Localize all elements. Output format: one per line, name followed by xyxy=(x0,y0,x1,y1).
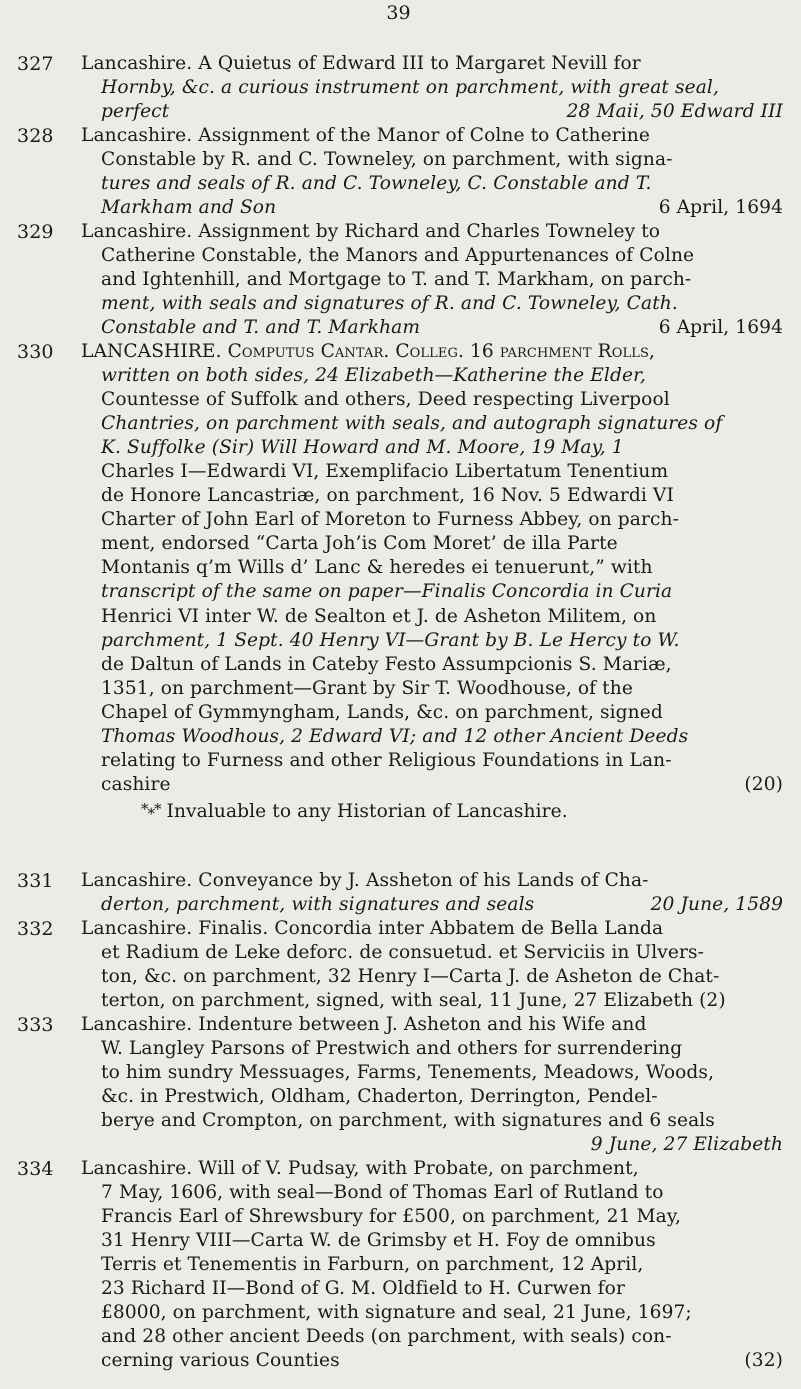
lot-line: £8000, on parchment, with signature and seal, 21 June, 1697; xyxy=(101,1302,692,1324)
lot-date: 28 Maii, 50 Edward III xyxy=(566,101,783,123)
lot-line: Charles I—Edwardi VI, Exemplifacio Libertatum Tenentium xyxy=(101,461,669,483)
lot-description xyxy=(81,1013,783,1157)
lot-line: et Radium de Leke deforc. de consuetud. et Serviciis in Ulvers- xyxy=(101,942,705,964)
lot-line: relating to Furness and other Religious Foundations in Lan- xyxy=(101,749,672,771)
lot-line: 7 May, 1606, with seal—Bond of Thomas Earl of Rutland to xyxy=(101,1182,664,1204)
lot-line: Lancashire. A Quietus of Edward III to Margaret Nevill for xyxy=(81,53,641,74)
lot-line: Catherine Constable, the Manors and Appurtenances of Colne xyxy=(101,245,695,267)
lot-line: Constable by R. and C. Towneley, on parchment, with signa- xyxy=(101,149,673,171)
lot-description xyxy=(81,220,783,340)
lot-line: Thomas Woodhous, 2 Edward VI; and 12 other Ancient Deeds xyxy=(101,725,689,747)
lot-line: Henrici VI inter W. de Sealton et J. de Asheton Militem, on xyxy=(101,605,657,627)
lot-line: Constable and T. and T. Markham xyxy=(101,317,421,339)
lot-number: 327 xyxy=(17,53,54,75)
lot-number: 332 xyxy=(17,918,54,940)
lot-line: 1351, on parchment—Grant by Sir T. Woodhouse, of the xyxy=(101,677,633,699)
lot-line: K. Suffolke (Sir) Will Howard and M. Moore, 19 May, 1 xyxy=(101,437,624,459)
lot-date: 9 June, 27 Elizabeth xyxy=(590,1134,783,1156)
lot-line: perfect xyxy=(101,101,170,123)
lot-line: ment, with seals and signatures of R. and C. Towneley, Cath. xyxy=(101,293,678,315)
lot-line: ment, endorsed “Carta Joh’is Com Moret’ de illa Parte xyxy=(101,533,618,555)
lot-line: W. Langley Parsons of Prestwich and others for surrendering xyxy=(101,1038,683,1060)
lot-line: Chantries, on parchment with seals, and autograph signatures of xyxy=(101,413,723,435)
lot-description xyxy=(81,869,783,917)
lot-line: cerning various Counties xyxy=(101,1350,340,1372)
lot-line: Hornby, &c. a curious instrument on parchment, with great seal, xyxy=(101,77,719,99)
lot-line: to him sundry Messuages, Farms, Tenements, Meadows, Woods, xyxy=(101,1062,715,1084)
lot-line: transcript of the same on paper—Finalis Concordia in Curia xyxy=(101,581,673,603)
lot-line: Countesse of Suffolk and others, Deed respecting Liverpool xyxy=(101,389,670,411)
lot-description xyxy=(81,52,783,124)
lot-line: de Honore Lancastriæ, on parchment, 16 Nov. 5 Edwardi VI xyxy=(101,485,674,507)
lot-line: 31 Henry VIII—Carta W. de Grimsby et H. Foy de omnibus xyxy=(101,1230,656,1252)
lot-line: 23 Richard II—Bond of G. M. Oldfield to H. Curwen for xyxy=(101,1278,625,1300)
lot-line: Lancashire. Assignment of the Manor of Colne to Catherine xyxy=(81,125,650,146)
lot-line: parchment, 1 Sept. 40 Henry VI—Grant by B. Le Hercy to W. xyxy=(101,629,680,651)
lot-line: Montanis q’m Wills d’ Lanc & heredes ei tenuerunt,” with xyxy=(101,557,653,579)
lot-description xyxy=(81,340,783,824)
lot-number: 328 xyxy=(17,125,54,147)
lot-line: derton, parchment, with signatures and seals xyxy=(101,894,535,916)
asterism-icon: *⁎* xyxy=(141,799,161,818)
lot-number: 334 xyxy=(17,1158,54,1180)
lot-description xyxy=(81,124,783,220)
lot-number: 333 xyxy=(17,1014,54,1036)
lot-number: 331 xyxy=(17,870,54,892)
lot-line: &c. in Prestwich, Oldham, Chaderton, Derrington, Pendel- xyxy=(101,1086,658,1108)
page-number: 39 xyxy=(386,2,411,24)
lot-line: de Daltun of Lands in Cateby Festo Assumpcionis S. Mariæ, xyxy=(101,653,672,675)
lot-line: cashire xyxy=(101,773,171,795)
lot-line: ton, &c. on parchment, 32 Henry I—Carta J. de Asheton de Chat- xyxy=(101,966,720,988)
lot-line: Charter of John Earl of Moreton to Furness Abbey, on parch- xyxy=(101,509,679,531)
lot-date: 6 April, 1694 xyxy=(658,317,783,339)
lot-line: and Ightenhill, and Mortgage to T. and T. Markham, on parch- xyxy=(101,269,692,291)
lot-line: Lancashire. Assignment by Richard and Charles Towneley to xyxy=(81,221,661,242)
lot-line: Chapel of Gymmyngham, Lands, &c. on parchment, signed xyxy=(101,701,663,723)
lot-number: 330 xyxy=(17,341,54,363)
lot-description xyxy=(81,1157,783,1373)
lot-date: 6 April, 1694 xyxy=(658,197,783,219)
lot-line: Lancashire. Will of V. Pudsay, with Probate, on parchment, xyxy=(81,1158,639,1179)
lot-line: and 28 other ancient Deeds (on parchment, with seals) con- xyxy=(101,1326,672,1348)
lot-line: Francis Earl of Shrewsbury for £500, on parchment, 21 May, xyxy=(101,1206,681,1228)
lot-line: Lancashire. Finalis. Concordia inter Abbatem de Bella Landa xyxy=(81,918,664,939)
lot-line: tures and seals of R. and C. Towneley, C. Constable and T. xyxy=(101,173,652,195)
lot-count: (32) xyxy=(744,1350,783,1372)
lot-note: Invaluable to any Historian of Lancashire. xyxy=(166,800,568,822)
lot-line: written on both sides, 24 Elizabeth—Katherine the Elder, xyxy=(101,365,647,387)
lot-line: berye and Crompton, on parchment, with signatures and 6 seals xyxy=(101,1110,715,1132)
lot-count: (20) xyxy=(744,773,783,795)
lot-line: terton, on parchment, signed, with seal, 11 June, 27 Elizabeth (2) xyxy=(101,990,726,1012)
lot-description xyxy=(81,917,783,1013)
lot-number: 329 xyxy=(17,221,54,243)
lot-line: Lancashire. Indenture between J. Asheton and his Wife and xyxy=(81,1014,647,1035)
lot-line: Terris et Tenementis in Farburn, on parchment, 12 April, xyxy=(101,1254,644,1276)
lot-date: 20 June, 1589 xyxy=(650,894,783,916)
lot-line: Lancashire. Conveyance by J. Assheton of his Lands of Cha- xyxy=(81,870,649,891)
lot-line: Markham and Son xyxy=(101,197,277,219)
lot-line: LANCASHIRE. Computus Cantar. Colleg. 16 parchment Rolls, xyxy=(81,341,655,362)
